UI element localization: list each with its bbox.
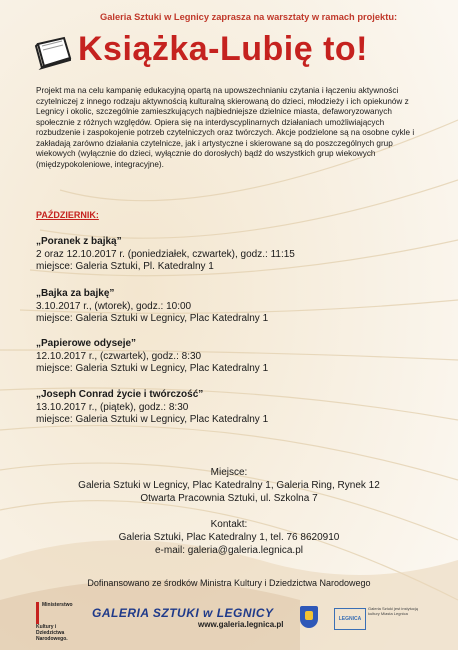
event-place: miejsce: Galeria Sztuki, Pl. Katedralny 1: [36, 261, 214, 272]
event-item: [36, 236, 396, 274]
contact-line: Galeria Sztuki, Plac Katedralny 1, tel. 76 8620910: [118, 532, 340, 543]
event-place: miejsce: Galeria Sztuki w Legnicy, Plac Katedralny 1: [36, 414, 269, 425]
contact-label: Kontakt:: [210, 519, 248, 530]
institution-note: Galeria Sztuki jest instytucją kultury Miasta Legnica: [368, 606, 419, 616]
event-name: „Joseph Conrad życie i twórczość”: [36, 389, 204, 400]
event-date: 12.10.2017 r., (czwartek), godz.: 8:30: [36, 350, 202, 362]
gallery-logo: GALERIA SZTUKI w LEGNICY: [92, 606, 274, 620]
legnica-logo: LEGNICA: [334, 608, 366, 630]
event-name: „Poranek z bajką”: [36, 236, 122, 247]
venues-line: Galeria Sztuki w Legnicy, Plac Katedralny 1, Galeria Ring, Rynek 12: [78, 480, 380, 491]
event-place: miejsce: Galeria Sztuki w Legnicy, Plac Katedralny 1: [36, 313, 269, 324]
invite-line: Galeria Sztuki w Legnicy zaprasza na warsztaty w ramach projektu:: [100, 12, 398, 22]
venues-line: Otwarta Pracownia Sztuki, ul. Szkolna 7: [140, 493, 318, 504]
contact-email[interactable]: e-mail: galeria@galeria.legnica.pl: [154, 545, 303, 556]
page-title: Książka-Lubię to!: [78, 30, 368, 68]
event-place: miejsce: Galeria Sztuki w Legnicy, Plac Katedralny 1: [36, 363, 269, 374]
event-item: [36, 288, 396, 326]
month-heading: PAŹDZIERNIK:: [36, 210, 99, 220]
legnica-crest-icon: [300, 606, 318, 628]
event-date: 2 oraz 12.10.2017 r. (poniedziałek, czwartek), godz.: 11:15: [36, 248, 295, 260]
event-item: [36, 389, 396, 427]
event-name: „Papierowe odyseje”: [36, 338, 137, 349]
ministry-logo: Ministerstwo Kultury i Dziedzictwa Narodowego.: [36, 602, 73, 642]
contact-block: [0, 518, 458, 557]
book-icon: [34, 34, 74, 70]
website-link[interactable]: www.galeria.legnica.pl: [198, 620, 284, 629]
event-date: 13.10.2017 r., (piątek), godz.: 8:30: [36, 401, 189, 413]
event-date: 3.10.2017 r., (wtorek), godz.: 10:00: [36, 300, 192, 312]
event-item: [36, 338, 396, 376]
intro-paragraph: Projekt ma na celu kampanię edukacyjną opartą na upowszechnianiu czytania i łączeniu aktywności czytelniczej z innego rodzaju aktywnością kulturalną skierowaną do dzieci, młodzieży i ich opiekunów z Legnicy i okolic, szczególnie zamieszkujących najbiedniejsze dzielnice miasta, defaworyzowanych społecznie z różnych względów. Opiera się na interdyscyplinarnych działaniach umożliwiających rozbudzenie i zaspokojenie potrzeb czytelniczych oraz twórczych. Akcje podzielone są na osobne cykle i zakładają zarówno działania czytelnicze, jak i artystyczne i skierowane są do poszczególnych grup wiekowych (wyłącznie do dzieci, wyłącznie do dorosłych) bądź do wszystkich grup wiekowych (międzypokoleniowe, integracyjne).: [36, 86, 415, 169]
venues-label: Miejsce:: [210, 467, 248, 478]
event-name: „Bajka za bajkę”: [36, 288, 115, 299]
footer-logos: [0, 598, 458, 648]
venues-block: [0, 466, 458, 505]
funding-note: Dofinansowano ze środków Ministra Kultury i Dziedzictwa Narodowego: [87, 578, 371, 588]
